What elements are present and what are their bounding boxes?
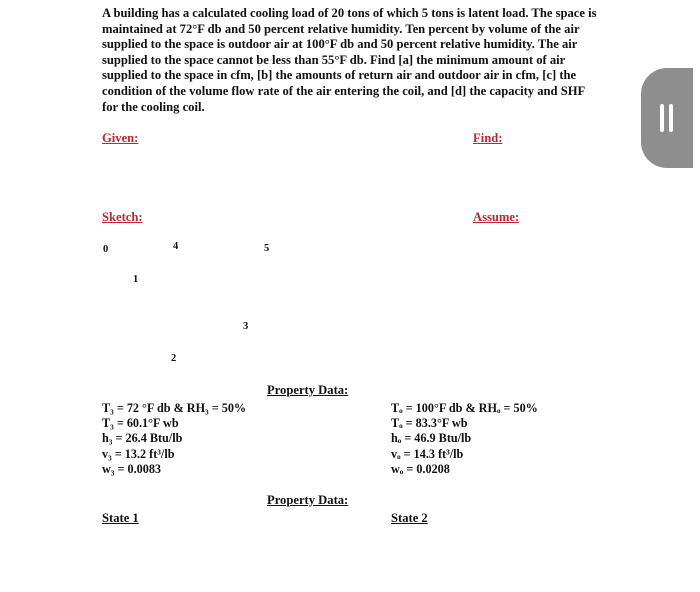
- state-3-line: T₃ = 72 °F db & RH₃ = 50%: [102, 401, 247, 415]
- sketch-point-3: 3: [243, 321, 249, 332]
- state-3-line: h₃ = 26.4 Btu/lb: [102, 431, 183, 446]
- find-heading: Find:: [473, 131, 503, 145]
- grip-icon: [669, 104, 673, 132]
- property-data-heading-2: Property Data:: [267, 493, 349, 507]
- outdoor-state-line: vₒ = 14.3 ft³/lb: [391, 446, 464, 461]
- assume-heading: Assume:: [473, 210, 520, 224]
- outdoor-state-line: hₒ = 46.9 Btu/lb: [391, 431, 472, 446]
- sketch-point-4: 4: [173, 241, 179, 252]
- state-3-properties: [102, 401, 246, 477]
- state-3-line: v₃ = 13.2 ft³/lb: [102, 446, 175, 461]
- sketch-heading: Sketch:: [102, 210, 143, 224]
- state-3-line: T₃ = 60.1°F wb: [102, 416, 179, 431]
- problem-statement: A building has a calculated cooling load of 20 tons of which 5 tons is latent load. The space is maintained at 72°F db and 50 percent relative humidity. Ten percent by volume of the air supplied to the space is outdoor air at 100°F db and 50 percent relative humidity. The air supplied to the space cannot be less than 55°F db. Find [a] the minimum amount of air supplied to the space in cfm, [b] the amounts of return air and outdoor air in cfm, [c] the condition of the volume flow rate of the air entering the coil, and [d] the capacity and SHF for the cooling coil.: [102, 6, 597, 114]
- outdoor-state-line: Tₒ = 83.3°F wb: [391, 416, 468, 431]
- outdoor-state-line: Tₒ = 100°F db & RHₒ = 50%: [391, 401, 538, 415]
- sketch-point-5: 5: [264, 243, 270, 254]
- state-1-heading: State 1: [102, 511, 139, 525]
- sketch-point-1: 1: [133, 274, 139, 285]
- scroll-handle[interactable]: [641, 68, 693, 168]
- grip-icon: [660, 104, 664, 132]
- state-2-heading: State 2: [391, 511, 428, 525]
- sketch-point-2: 2: [171, 353, 177, 364]
- property-data-heading-1: Property Data:: [267, 383, 349, 397]
- outdoor-state-line: wₒ = 0.0208: [391, 461, 450, 476]
- state-3-line: w₃ = 0.0083: [102, 461, 162, 476]
- sketch-point-0: 0: [103, 244, 109, 255]
- outdoor-state-properties: [391, 401, 538, 477]
- given-heading: Given:: [102, 131, 139, 145]
